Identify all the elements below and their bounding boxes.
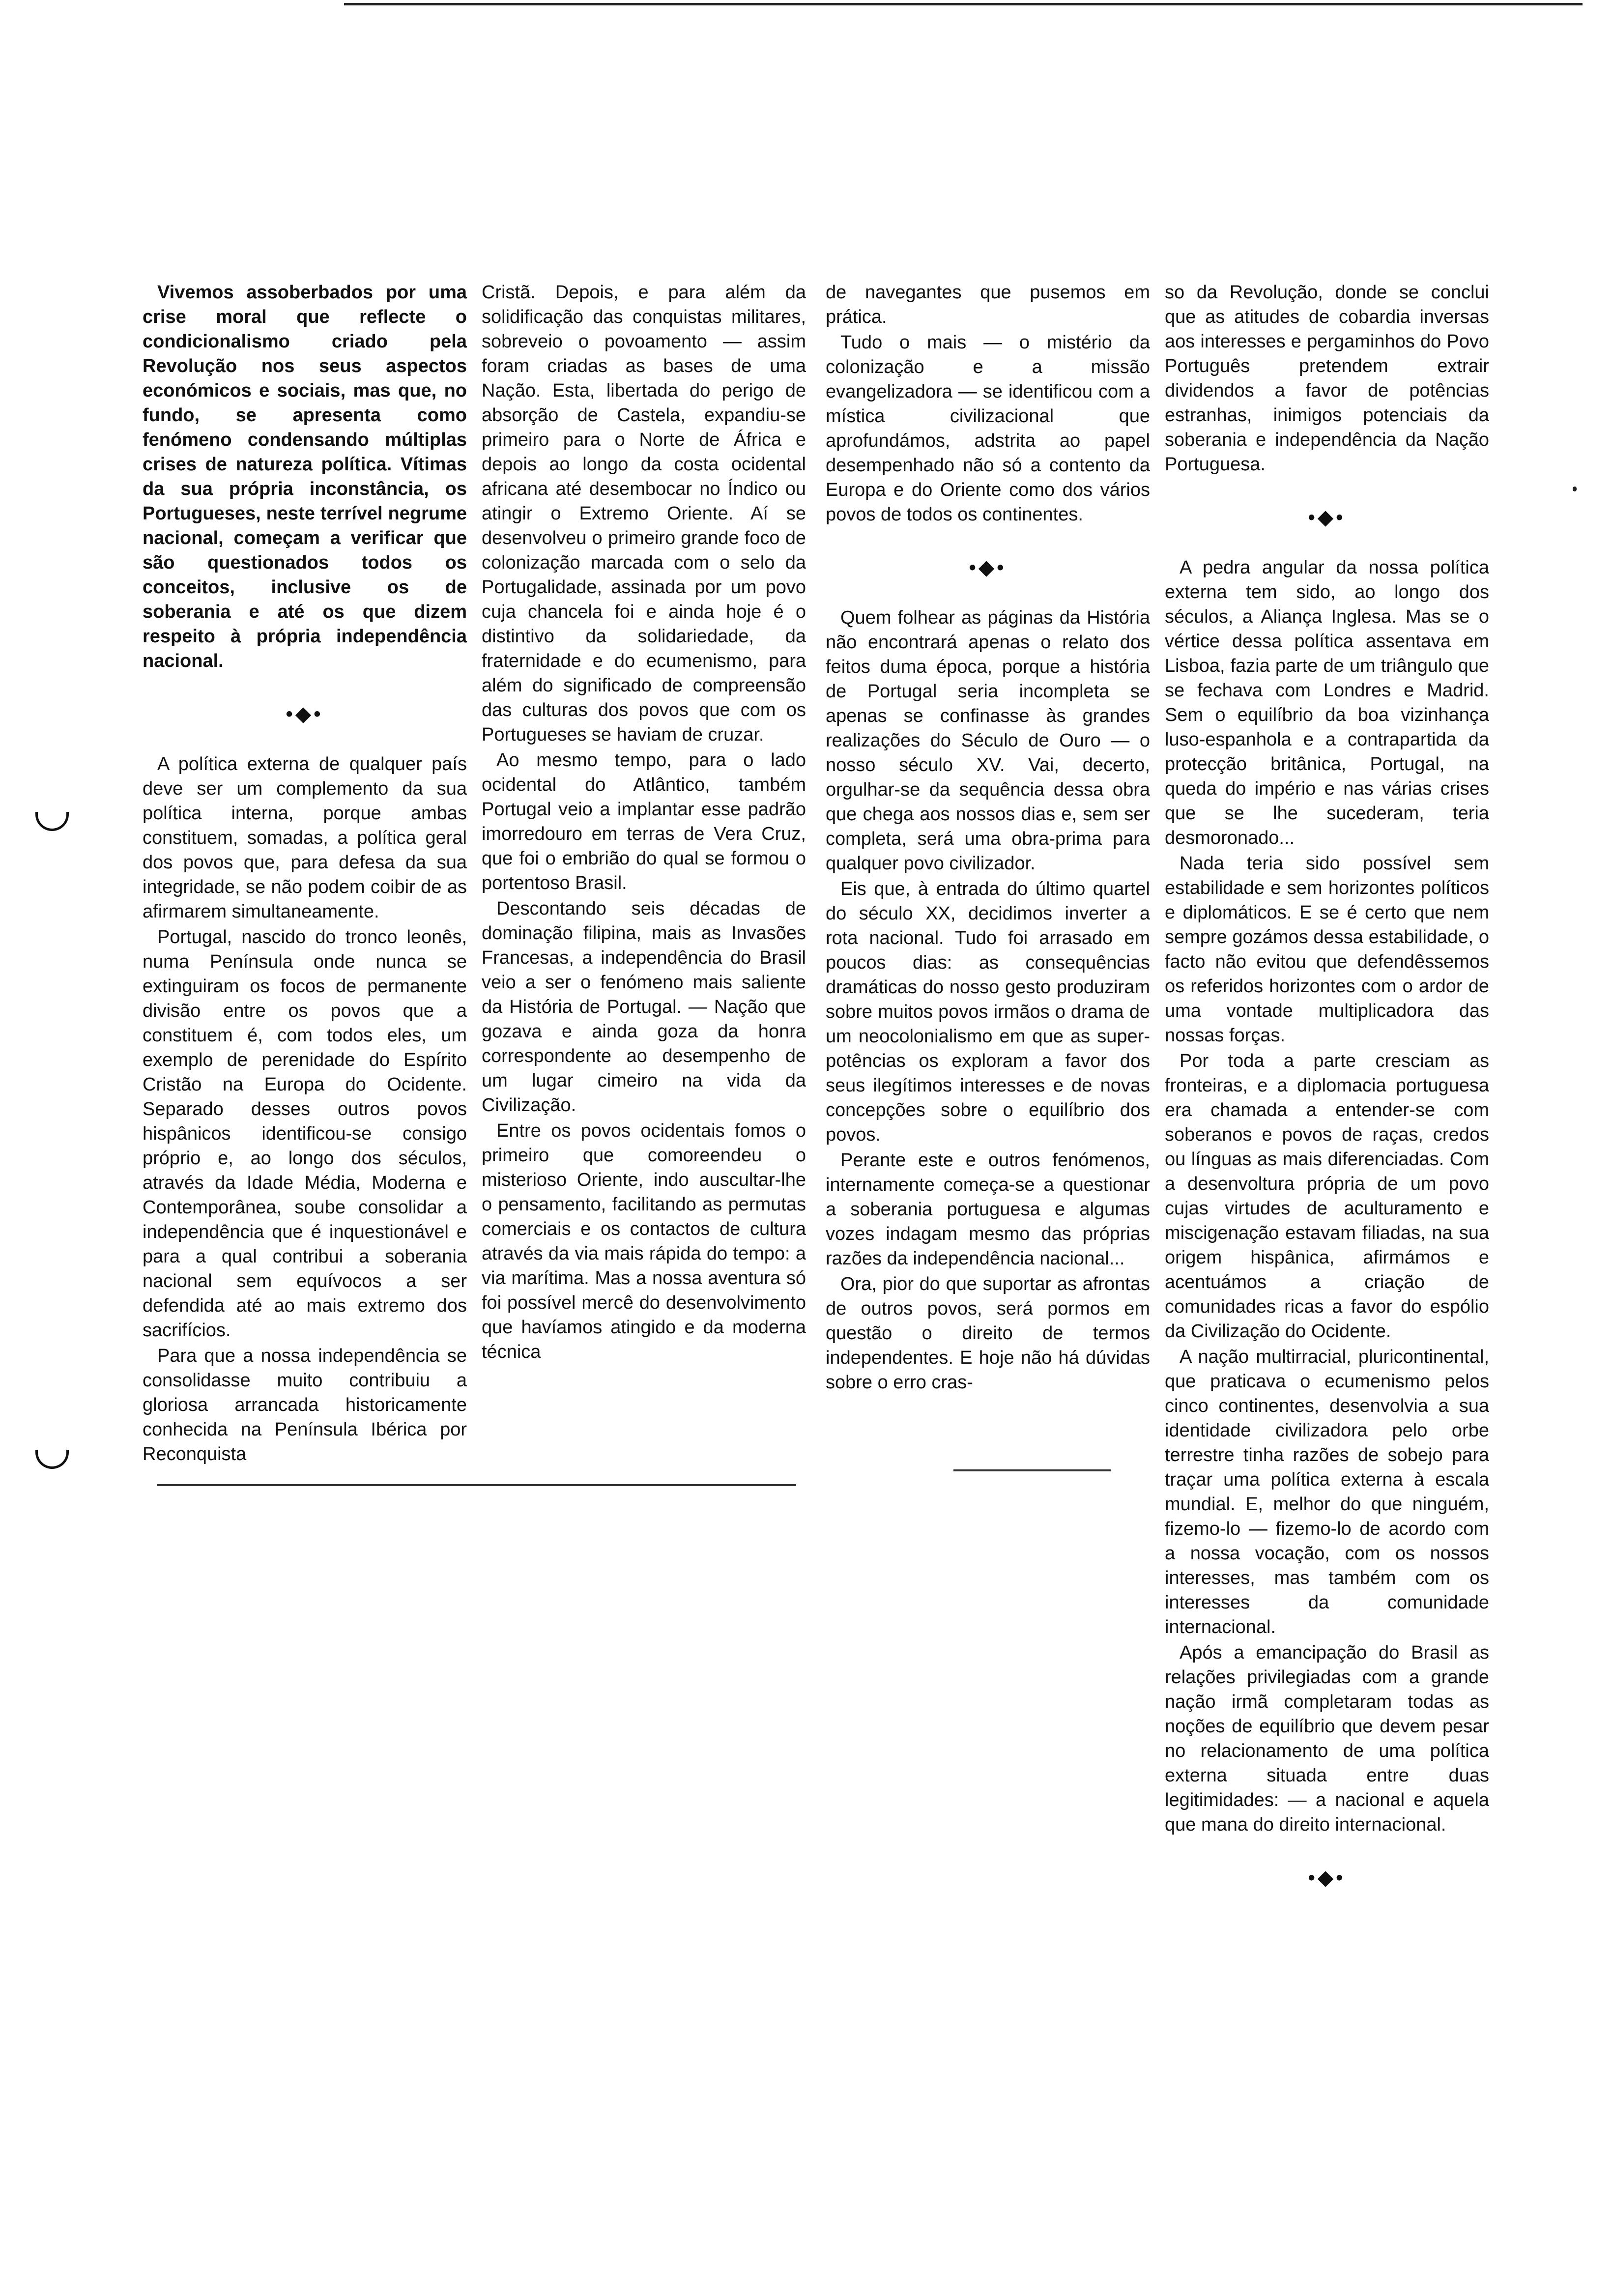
paragraph: Descontando seis décadas de dominação filipina, mais as Invasões Francesas, a independência do Brasil veio a ser o fenómeno mais saliente da História de Portugal. — Nação que gozava e ainda goza da honra correspondente ao desempenho de um lugar cimeiro na vida da Civilização. — [482, 898, 806, 1116]
paragraph: Perante este e outros fenómenos, internamente começa-se a questionar a soberania portuguesa e algumas vozes indagam mesmo das próprias razões da independência nacional... — [826, 1150, 1150, 1269]
paragraph: Portugal, nascido do tronco leonês, numa Península onde nunca se extinguiram os focos de permanente divisão entre os povos que a constituem é, com todos eles, um exemplo de perenidade do Espírito Cristão na Europa do Ocidente. Separado desses outros povos hispânicos identificou-se consigo próprio e, ao longo dos séculos, através da Idade Média, Moderna e Contemporânea, soube consolidar a independência que é inquestionável e para a qual contribui a soberania nacional sem equívocos a ser defendida até ao mais extremo dos sacrifícios. — [143, 927, 467, 1341]
punch-hole-mark — [35, 1450, 69, 1469]
paragraph: Ao mesmo tempo, para o lado ocidental do Atlântico, também Portugal veio a implantar esse padrão imorredouro em terras de Vera Cruz, que foi o embrião do qual se formou o portentoso Brasil. — [482, 750, 806, 893]
paragraph: Vivemos assoberbados por uma crise moral que reflecte o condicionalismo criado pela Revolução nos seus aspectos económicos e sociais, mas que, no fundo, se apresenta como fenómeno condensando múltiplas crises de natureza política. Vítimas da sua própria inconstância, os Portugueses, neste terrível negrume nacional, começam a verificar que são questionados todos os conceitos, inclusive os de soberania e até os que dizem respeito à própria independência nacional. — [143, 282, 467, 671]
punch-hole-mark — [35, 812, 69, 831]
text-column-3 — [826, 280, 1150, 1396]
margin-speck — [1573, 487, 1577, 491]
ornament-divider: •◆• — [286, 703, 324, 725]
paragraph: Após a emancipação do Brasil as relações privilegiadas com a grande nação irmã completaram todas as noções de equilíbrio que devem pesar no relacionamento de uma política externa situada entre duas legitimidades: — a nacional e aquela que mana do direito internacional. — [1165, 1642, 1489, 1835]
column-end-rule — [157, 1484, 796, 1486]
paragraph: A política externa de qualquer país deve ser um complemento da sua política interna, porque ambas constituem, somadas, a política geral dos povos que, para defesa da sua integridade, se não podem coibir de as afirmarem simultaneamente. — [143, 754, 467, 922]
paragraph: A nação multirracial, pluricontinental, que praticava o ecumenismo pelos cinco continentes, desenvolvia a sua identidade civilizadora pelo orbe terrestre tinha razões de sobejo para traçar uma política externa à escala mundial. E, melhor do que ninguém, fizemo-lo — fizemo-lo de acordo com a nossa vocação, com os nossos interesses, mas também com os interesses da comunidade internacional. — [1165, 1347, 1489, 1637]
text-column-2 — [482, 280, 806, 1365]
paragraph: de navegantes que pusemos em prática. — [826, 282, 1150, 327]
paragraph: Tudo o mais — o mistério da colonização e a missão evangelizadora — se identificou com a mística civilizacional que aprofundámos, adstrita ao papel desempenhado não só a contento da Europa e do Oriente como dos vários povos de todos os continentes. — [826, 332, 1150, 525]
ornament-divider: •◆• — [1308, 1867, 1346, 1889]
paragraph: so da Revolução, donde se conclui que as atitudes de cobardia inversas aos interesses e pergaminhos do Povo Português pretendem extrair dividendos a favor de potências estranhas, inimigos potenciais da soberania e independência da Nação Portuguesa. — [1165, 282, 1489, 475]
ornament-divider: •◆• — [1308, 507, 1346, 528]
paragraph: Eis que, à entrada do último quartel do século XX, decidimos inverter a rota nacional. Tudo foi arrasado em poucos dias: as consequências dramáticas do nosso gesto produziram sobre muitos povos irmãos o drama de um neocolonialismo em que as super-potências os exploram a favor dos seus ilegítimos interesses e de novas concepções sobre o equilíbrio dos povos. — [826, 879, 1150, 1145]
text-column-1 — [143, 280, 467, 1467]
column-end-rule — [953, 1469, 1111, 1471]
paragraph: Quem folhear as páginas da História não encontrará apenas o relato dos feitos duma época, porque a história de Portugal seria incompleta se apenas se confinasse às grandes realizações do Século de Ouro — o nosso século XV. Vai, decerto, orgulhar-se da sequência dessa obra que chega aos nossos dias e, sem ser completa, será uma obra-prima para qualquer povo civilizador. — [826, 607, 1150, 874]
paragraph: Por toda a parte cresciam as fronteiras, e a diplomacia portuguesa era chamada a entender-se com soberanos e povos de raças, credos ou línguas as mais diferenciadas. Com a desenvoltura própria de um povo cujas virtudes de aculturamento e miscigenação estavam filiadas, na sua origem hispânica, afirmámos e acentuámos a criação de comunidades ricas a favor do espólio da Civilização do Ocidente. — [1165, 1051, 1489, 1342]
paragraph: Ora, pior do que suportar as afrontas de outros povos, será pormos em questão o direito de termos independentes. E hoje não há dúvidas sobre o erro cras- — [826, 1274, 1150, 1393]
paragraph: Para que a nossa independência se consolidasse muito contribuiu a gloriosa arrancada historicamente conhecida na Península Ibérica por Reconquista — [143, 1346, 467, 1464]
paragraph: Cristã. Depois, e para além da solidificação das conquistas militares, sobreveio o povoamento — assim foram criadas as bases de uma Nação. Esta, libertada do perigo de absorção de Castela, expandiu-se primeiro para o Norte de África e depois ao longo da costa ocidental africana até desembocar no Índico ou atingir o Extremo Oriente. Aí se desenvolveu o primeiro grande foco de colonização marcada com o selo da Portugalidade, assinada por um povo cuja chancela foi e ainda hoje é o distintivo da solidariedade, da fraternidade e do ecumenismo, para além do significado de compreensão das culturas dos povos que com os Portugueses se haviam de cruzar. — [482, 282, 806, 745]
text-column-4 — [1165, 280, 1489, 1916]
paragraph: A pedra angular da nossa política externa tem sido, ao longo dos séculos, a Aliança Inglesa. Mas se o vértice dessa política assentava em Lisboa, fazia parte de um triângulo que se fechava com Londres e Madrid. Sem o equilíbrio da boa vizinhança luso-espanhola e a contrapartida da protecção britânica, Portugal, na queda do império e nas várias crises que se lhe sucederam, teria desmoronado... — [1165, 557, 1489, 848]
paragraph: Entre os povos ocidentais fomos o primeiro que comoreendeu o misterioso Oriente, indo auscultar-lhe o pensamento, facilitando as permutas comerciais e os contactos de cultura através da via mais rápida do tempo: a via marítima. Mas a nossa aventura só foi possível mercê do desenvolvimento que havíamos atingido e da moderna técnica — [482, 1120, 806, 1362]
paragraph: Nada teria sido possível sem estabilidade e sem horizontes políticos e diplomáticos. E se é certo que nem sempre gozámos dessa estabilidade, o facto não evitou que defendêssemos os referidos horizontes com o ardor de uma vontade multiplicadora das nossas forças. — [1165, 853, 1489, 1046]
ornament-divider: •◆• — [969, 557, 1007, 578]
top-border-line — [344, 3, 1583, 5]
